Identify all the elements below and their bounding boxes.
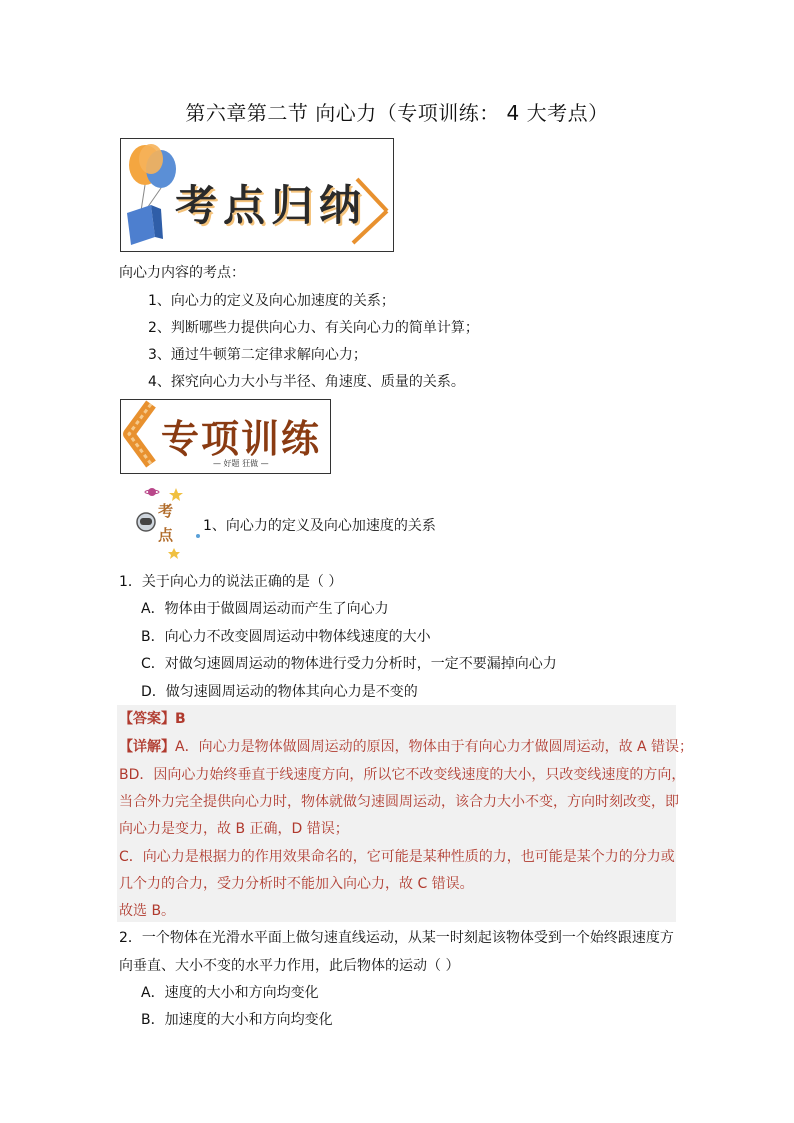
point-3: 3、通过牛顿第二定律求解向心力； <box>148 347 367 363</box>
kaodian-badge-top: 考 <box>158 502 174 520</box>
q1-option-b: B．向心力不改变圆周运动中物体线速度的大小 <box>141 629 431 645</box>
q2-option-b: B．加速度的大小和方向均变化 <box>141 1012 333 1028</box>
answer-tag: 【答案】 <box>119 711 175 727</box>
q1-option-c: C．对做匀速圆周运动的物体进行受力分析时，一定不要漏掉向心力 <box>141 656 557 672</box>
q1-option-a: A．物体由于做圆周运动而产生了向心力 <box>141 601 389 617</box>
detail-text-1: A．向心力是物体做圆周运动的原因，物体由于有向心力才做圆周运动，故 A 错误； <box>175 739 694 755</box>
point-2: 2、判断哪些力提供向心力、有关向心力的简单计算； <box>148 320 479 336</box>
intro-text: 向心力内容的考点： <box>119 265 245 281</box>
q1-option-d: D．做匀速圆周运动的物体其向心力是不变的 <box>141 684 418 700</box>
dot-icon <box>196 534 200 538</box>
kaodian-guina-banner <box>120 138 394 252</box>
answer-value: B <box>175 711 186 727</box>
q1-detail-line-2: BD．因向心力始终垂直于线速度方向，所以它不改变线速度的大小，只改变线速度的方向， <box>119 767 686 783</box>
q1-detail-line-1 <box>119 736 693 756</box>
banner2-subtext: — 好题 狂做 — <box>213 459 269 468</box>
point-4: 4、探究向心力大小与半径、角速度、质量的关系。 <box>148 374 465 390</box>
q1-detail-line-6: 几个力的合力，受力分析时不能加入向心力，故 C 错误。 <box>119 876 474 892</box>
astronaut-icon <box>122 484 188 562</box>
zhuanxiang-xunlian-banner <box>120 399 331 474</box>
kaodian-badge-bottom: 点 <box>158 526 174 544</box>
banner2-text: 专项训练 <box>161 417 322 461</box>
q1-detail-line-4: 向心力是变力，故 B 正确，D 错误； <box>119 821 349 837</box>
q1-detail-line-7: 故选 B。 <box>119 903 176 919</box>
q2-option-a: A．速度的大小和方向均变化 <box>141 985 319 1001</box>
kaodian-badge <box>122 484 188 562</box>
q1-answer <box>119 708 186 728</box>
q1-detail-line-5: C．向心力是根据力的作用效果命名的，它可能是某种性质的力，也可能是某个力的分力或 <box>119 849 675 865</box>
kaodian-heading: 1、向心力的定义及向心加速度的关系 <box>203 518 436 534</box>
point-1: 1、向心力的定义及向心加速度的关系； <box>148 293 395 309</box>
q1-detail-line-3: 当合外力完全提供向心力时，物体就做匀速圆周运动，该合力大小不变，方向时刻改变，即 <box>119 794 679 810</box>
page-title: 第六章第二节 向心力（专项训练： 4 大考点） <box>185 101 609 125</box>
banner1-text: 考点归纳 <box>175 181 368 230</box>
q2-stem-line-2: 向垂直、大小不变的水平力作用，此后物体的运动（ ） <box>119 958 460 974</box>
q1-stem: 1．关于向心力的说法正确的是（ ） <box>119 574 343 590</box>
q2-stem-line-1: 2．一个物体在光滑水平面上做匀速直线运动，从某一时刻起该物体受到一个始终跟速度方 <box>119 930 674 946</box>
detail-tag: 【详解】 <box>119 739 175 755</box>
